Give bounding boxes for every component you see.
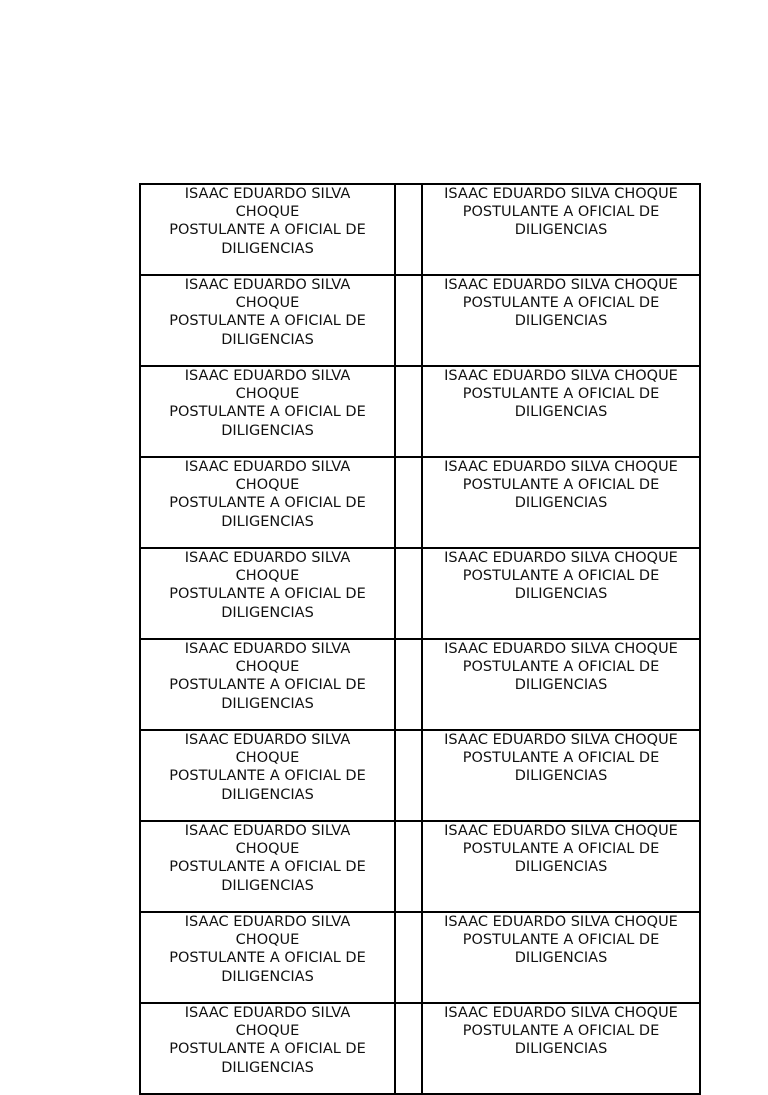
label-name: ISAAC EDUARDO SILVA CHOQUE xyxy=(444,732,678,748)
label-cell-left xyxy=(140,275,395,366)
label-gap-cell xyxy=(395,184,422,275)
label-gap-cell xyxy=(395,275,422,366)
label-content xyxy=(423,640,699,695)
label-name: ISAAC EDUARDO SILVA CHOQUE xyxy=(184,914,351,949)
label-content xyxy=(423,185,699,240)
label-cell-left xyxy=(140,730,395,821)
label-role: POSTULANTE A OFICIAL DE DILIGENCIAS xyxy=(169,859,366,894)
label-content xyxy=(423,367,699,422)
label-name: ISAAC EDUARDO SILVA CHOQUE xyxy=(444,641,678,657)
label-content xyxy=(423,822,699,877)
label-role: POSTULANTE A OFICIAL DE DILIGENCIAS xyxy=(462,568,660,603)
label-gap-cell xyxy=(395,366,422,457)
label-row xyxy=(140,184,700,275)
label-row xyxy=(140,730,700,821)
label-role: POSTULANTE A OFICIAL DE DILIGENCIAS xyxy=(169,1041,366,1076)
label-row xyxy=(140,912,700,1003)
label-content xyxy=(141,185,394,258)
label-cell-right xyxy=(422,366,700,457)
label-name: ISAAC EDUARDO SILVA CHOQUE xyxy=(184,459,351,494)
label-grid-table xyxy=(139,183,701,1095)
label-role: POSTULANTE A OFICIAL DE DILIGENCIAS xyxy=(169,950,366,985)
label-name: ISAAC EDUARDO SILVA CHOQUE xyxy=(444,368,678,384)
label-cell-left xyxy=(140,366,395,457)
label-role: POSTULANTE A OFICIAL DE DILIGENCIAS xyxy=(169,313,366,348)
label-name: ISAAC EDUARDO SILVA CHOQUE xyxy=(184,368,351,403)
label-role: POSTULANTE A OFICIAL DE DILIGENCIAS xyxy=(462,386,660,421)
label-content xyxy=(141,822,394,895)
label-name: ISAAC EDUARDO SILVA CHOQUE xyxy=(184,641,351,676)
label-cell-left xyxy=(140,1003,395,1094)
label-cell-left xyxy=(140,912,395,1003)
label-row xyxy=(140,275,700,366)
label-content xyxy=(141,640,394,713)
label-cell-right xyxy=(422,548,700,639)
label-name: ISAAC EDUARDO SILVA CHOQUE xyxy=(444,823,678,839)
label-gap-cell xyxy=(395,1003,422,1094)
label-content xyxy=(141,731,394,804)
label-content xyxy=(423,276,699,331)
label-cell-left xyxy=(140,821,395,912)
label-name: ISAAC EDUARDO SILVA CHOQUE xyxy=(184,1005,351,1040)
label-name: ISAAC EDUARDO SILVA CHOQUE xyxy=(444,1005,678,1021)
label-content xyxy=(141,367,394,440)
label-row xyxy=(140,366,700,457)
label-gap-cell xyxy=(395,912,422,1003)
label-role: POSTULANTE A OFICIAL DE DILIGENCIAS xyxy=(169,677,366,712)
label-name: ISAAC EDUARDO SILVA CHOQUE xyxy=(184,550,351,585)
label-name: ISAAC EDUARDO SILVA CHOQUE xyxy=(184,186,351,221)
label-content xyxy=(141,1004,394,1077)
label-role: POSTULANTE A OFICIAL DE DILIGENCIAS xyxy=(169,586,366,621)
label-gap-cell xyxy=(395,821,422,912)
label-name: ISAAC EDUARDO SILVA CHOQUE xyxy=(184,277,351,312)
label-content xyxy=(141,913,394,986)
label-cell-left xyxy=(140,184,395,275)
label-cell-right xyxy=(422,184,700,275)
label-content xyxy=(141,276,394,349)
label-role: POSTULANTE A OFICIAL DE DILIGENCIAS xyxy=(462,659,660,694)
label-role: POSTULANTE A OFICIAL DE DILIGENCIAS xyxy=(462,1023,660,1058)
label-role: POSTULANTE A OFICIAL DE DILIGENCIAS xyxy=(169,495,366,530)
label-gap-cell xyxy=(395,730,422,821)
label-content xyxy=(423,549,699,604)
label-cell-right xyxy=(422,912,700,1003)
label-cell-right xyxy=(422,457,700,548)
label-name: ISAAC EDUARDO SILVA CHOQUE xyxy=(184,732,351,767)
label-row xyxy=(140,1003,700,1094)
label-row xyxy=(140,457,700,548)
label-content xyxy=(423,731,699,786)
label-role: POSTULANTE A OFICIAL DE DILIGENCIAS xyxy=(462,932,660,967)
label-cell-right xyxy=(422,1003,700,1094)
label-name: ISAAC EDUARDO SILVA CHOQUE xyxy=(444,550,678,566)
label-role: POSTULANTE A OFICIAL DE DILIGENCIAS xyxy=(169,222,366,257)
label-row xyxy=(140,639,700,730)
label-role: POSTULANTE A OFICIAL DE DILIGENCIAS xyxy=(462,750,660,785)
label-role: POSTULANTE A OFICIAL DE DILIGENCIAS xyxy=(462,477,660,512)
label-cell-left xyxy=(140,457,395,548)
label-gap-cell xyxy=(395,457,422,548)
label-cell-left xyxy=(140,639,395,730)
label-content xyxy=(141,458,394,531)
label-cell-right xyxy=(422,275,700,366)
label-content xyxy=(141,549,394,622)
label-name: ISAAC EDUARDO SILVA CHOQUE xyxy=(444,914,678,930)
label-cell-right xyxy=(422,821,700,912)
label-name: ISAAC EDUARDO SILVA CHOQUE xyxy=(444,186,678,202)
label-cell-right xyxy=(422,730,700,821)
label-name: ISAAC EDUARDO SILVA CHOQUE xyxy=(184,823,351,858)
label-cell-right xyxy=(422,639,700,730)
label-name: ISAAC EDUARDO SILVA CHOQUE xyxy=(444,459,678,475)
label-role: POSTULANTE A OFICIAL DE DILIGENCIAS xyxy=(169,768,366,803)
label-role: POSTULANTE A OFICIAL DE DILIGENCIAS xyxy=(462,295,660,330)
label-role: POSTULANTE A OFICIAL DE DILIGENCIAS xyxy=(169,404,366,439)
label-role: POSTULANTE A OFICIAL DE DILIGENCIAS xyxy=(462,204,660,239)
label-name: ISAAC EDUARDO SILVA CHOQUE xyxy=(444,277,678,293)
label-role: POSTULANTE A OFICIAL DE DILIGENCIAS xyxy=(462,841,660,876)
label-content xyxy=(423,1004,699,1059)
label-row xyxy=(140,548,700,639)
label-row xyxy=(140,821,700,912)
label-content xyxy=(423,913,699,968)
label-gap-cell xyxy=(395,639,422,730)
label-gap-cell xyxy=(395,548,422,639)
label-cell-left xyxy=(140,548,395,639)
label-content xyxy=(423,458,699,513)
